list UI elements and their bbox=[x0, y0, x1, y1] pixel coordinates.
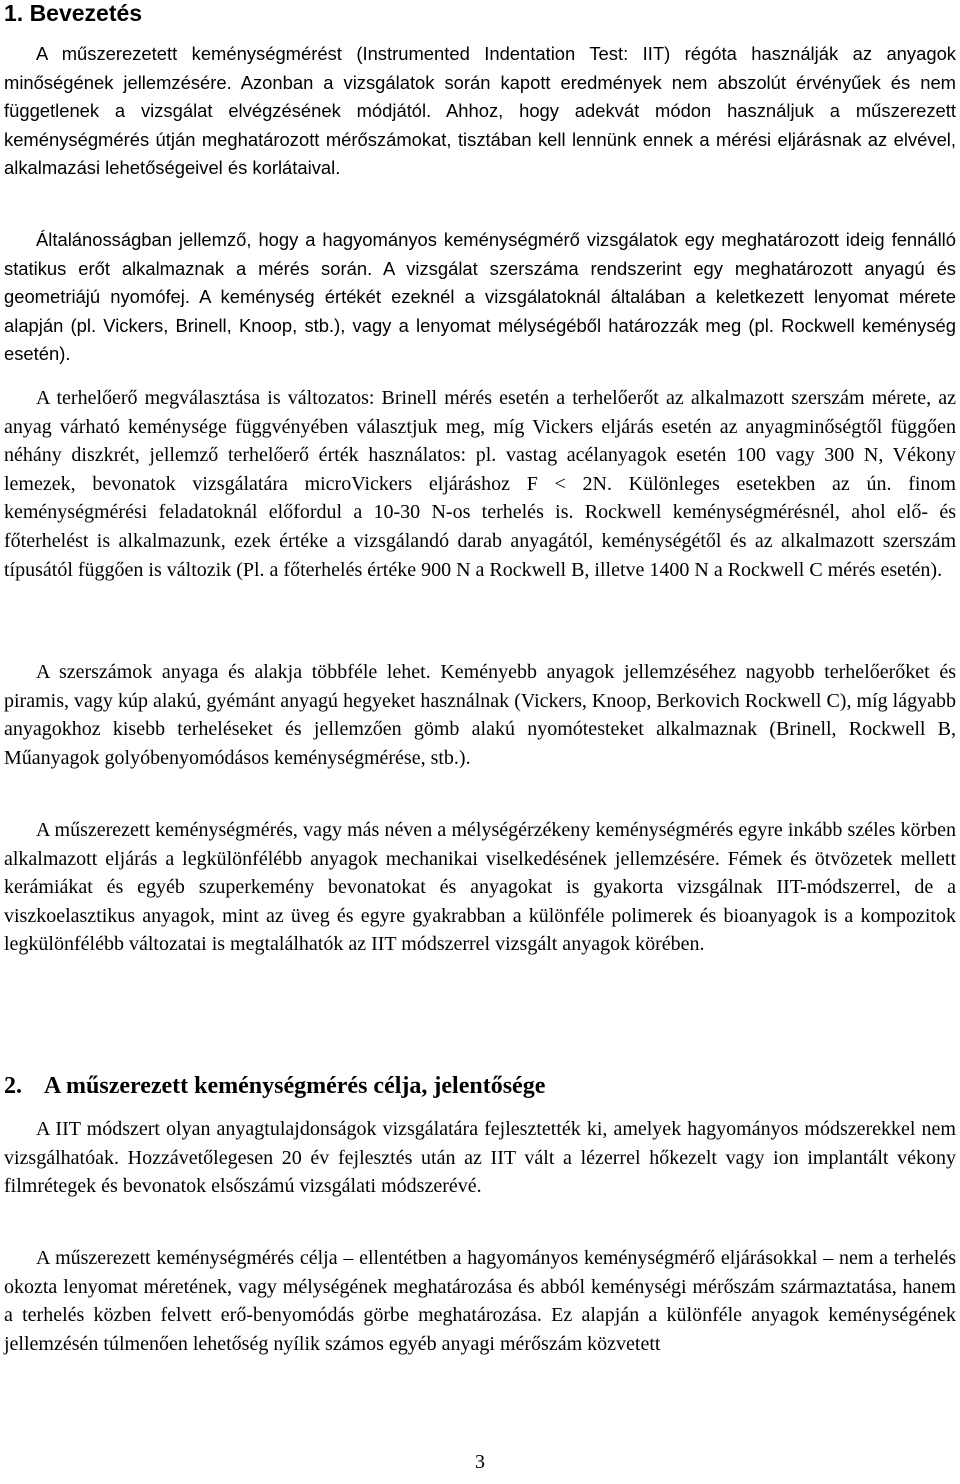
paragraph-6: A IIT módszert olyan anyagtulajdonságok vizsgálatára fejlesztették ki, amelyek hagyományos módszerekkel nem vizsgálhatóak. Hozzávetőlegesen 20 év fejlesztés után az IIT vált a lézerrel hőkezelt vagy ion implantált vékony filmrétegek és bevonatok elsőszámú vizsgálati módszerévé. bbox=[4, 1118, 956, 1198]
paragraph-1: A műszerezetett keménységmérést (Instrumented Indentation Test: IIT) régóta használják az anyagok minőségének jellemzésére. Azonban a vizsgálatok során kapott eredmények nem abszolút érvényűek és nem függetlenek a vizsgálat elvégzésének módjától. Ahhoz, hogy adekvát módon használjuk a műszerezett keménységmérés útján meghatározott mérőszámokat, tisztában kell lennünk ennek a mérési eljárásnak az elvével, alkalmazási lehetőségeivel és korlátaival. bbox=[4, 43, 956, 179]
paragraph-7: A műszerezett keménységmérés célja – ellentétben a hagyományos keménységmérő eljárásokkal – nem a terhelés okozta lenyomat méretének, vagy mélységének meghatározása és abból keménységi mérőszám származtatása, hanem a terhelés közben felvett erő-benyomódás görbe meghatározása. Ez alapján a különféle anyagok keménységének jellemzésén túlmenően lehetőség nyílik számos egyéb anyagi mérőszám közvetett bbox=[4, 1247, 956, 1355]
paragraph-4: A szerszámok anyaga és alakja többféle lehet. Keményebb anyagok jellemzéséhez nagyobb terhelőerőket és piramis, vagy kúp alakú, gyémánt anyagú hegyeket használnak (Vickers, Knoop, Berkovich Rockwell C), míg lágyabb anyagokhoz kisebb terheléseket és jellemzően gömb alakú nyomótesteket alkalmaznak (Brinell, Rockwell B, Műanyagok golyóbenyomódásos keménységmérése, stb.). bbox=[4, 661, 956, 769]
section-2-title: A műszerezett keménységmérés célja, jelentősége bbox=[44, 1073, 546, 1099]
page-number: 3 bbox=[475, 1451, 485, 1473]
paragraph-3: A terhelőerő megválasztása is változatos: Brinell mérés esetén a terhelőerőt az alkalmazott szerszám mérete, az anyag várható keménysége függvényében választjuk meg, míg Vickers eljárás esetén az anyagminőségtől függően néhány diszkrét, jellemző terhelőerő érték használatos: pl. vastag acélanyagok esetén 100 vagy 300 N, Vékony lemezek, bevonatok vizsgálatára microVickers eljáráshoz F < 2N. Különleges esetekben az ún. finom keménységmérési feladatoknál előfordul a 10-30 N-os terhelés is. Rockwell keménységmérésnél, ahol elő- és főterhelést is alkalmazunk, ezek értéke a vizsgálandó darab anyagától, keménységétől és az alkalmazott szerszám típusától függően is változik (Pl. a főterhelés értéke 900 N a Rockwell B, illetve 1400 N a Rockwell C mérés esetén). bbox=[4, 387, 956, 581]
paragraph-2: Általánosságban jellemző, hogy a hagyományos keménységmérő vizsgálatok egy meghatározott ideig fennálló statikus erőt alkalmaznak a mérés során. A vizsgálat szerszáma rendszerint egy meghatározott anyagú és geometriájú nyomófej. A keménység értékét ezeknél a vizsgálatoknál általában a keletkezett lenyomat mérete alapján (pl. Vickers, Brinell, Knoop, stb.), vagy a lenyomat mélységéből határozzák meg (pl. Rockwell keménység esetén). bbox=[4, 229, 956, 365]
section-2-heading bbox=[4, 1071, 545, 1101]
section-2-number: 2. bbox=[4, 1073, 22, 1099]
section-1-heading: 1. Bevezetés bbox=[4, 0, 143, 26]
paragraph-5: A műszerezett keménységmérés, vagy más néven a mélységérzékeny keménységmérés egyre inkább széles körben alkalmazott eljárás a legkülönfélébb anyagok mechanikai viselkedésének jellemzésére. Fémek és ötvözetek mellett kerámiákat és egyéb szuperkemény bevonatokat és anyagokat is gyakorta vizsgálnak IIT-módszerrel, de a viszkoelasztikus anyagok, mint az üveg és egyre gyakrabban a különféle polimerek és bioanyagok is a kompozitok legkülönfélébb változatai is megtalálhatók az IIT módszerrel vizsgált anyagok körében. bbox=[4, 819, 956, 956]
